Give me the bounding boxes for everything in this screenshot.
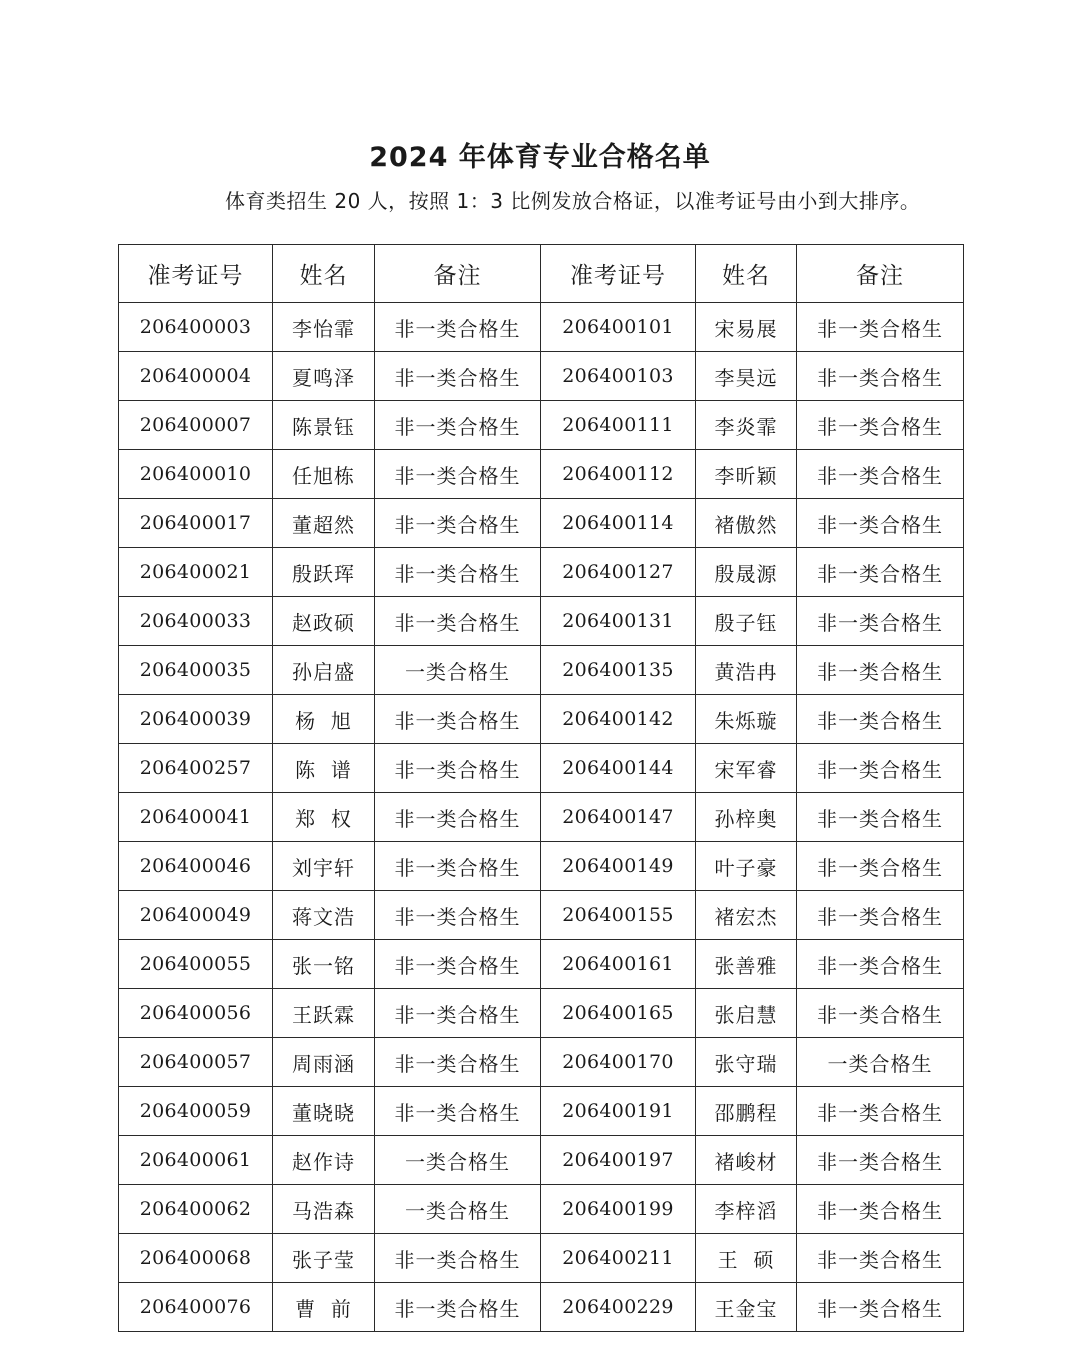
- remark-cell: 非一类合格生: [375, 548, 541, 597]
- table-row: [119, 695, 964, 744]
- student-name-cell: 蒋文浩: [273, 891, 375, 940]
- student-name-cell: 张启慧: [696, 989, 797, 1038]
- student-name-cell: 黄浩冉: [696, 646, 797, 695]
- student-name-cell: 陈景钰: [273, 401, 375, 450]
- exam-id-cell: 206400007: [119, 401, 273, 450]
- remark-cell: 非一类合格生: [375, 940, 541, 989]
- document-subtitle: 体育类招生 20 人，按照 1：3 比例发放合格证，以准考证号由小到大排序。: [225, 189, 921, 213]
- remark-cell: 非一类合格生: [797, 450, 964, 499]
- exam-id-cell: 206400055: [119, 940, 273, 989]
- exam-id-cell: 206400103: [541, 352, 696, 401]
- student-name-cell: 邵鹏程: [696, 1087, 797, 1136]
- remark-cell: 非一类合格生: [797, 695, 964, 744]
- table-row: [119, 940, 964, 989]
- exam-id-cell: 206400211: [541, 1234, 696, 1283]
- student-name-cell: 马浩森: [273, 1185, 375, 1234]
- remark-cell: 非一类合格生: [797, 793, 964, 842]
- student-name-cell: 褚傲然: [696, 499, 797, 548]
- remark-cell: 非一类合格生: [375, 891, 541, 940]
- student-name-cell: 杨 旭: [273, 695, 375, 744]
- exam-id-cell: 206400197: [541, 1136, 696, 1185]
- student-name-cell: 李炎霏: [696, 401, 797, 450]
- table-row: [119, 793, 964, 842]
- exam-id-cell: 206400059: [119, 1087, 273, 1136]
- exam-id-cell: 206400127: [541, 548, 696, 597]
- table-row: [119, 303, 964, 352]
- remark-cell: 一类合格生: [797, 1038, 964, 1087]
- student-name-cell: 曹 前: [273, 1283, 375, 1332]
- remark-cell: 非一类合格生: [797, 1185, 964, 1234]
- exam-id-cell: 206400046: [119, 842, 273, 891]
- remark-cell: 非一类合格生: [797, 1087, 964, 1136]
- remark-cell: 非一类合格生: [797, 1234, 964, 1283]
- exam-id-cell: 206400155: [541, 891, 696, 940]
- table-row: [119, 401, 964, 450]
- remark-cell: 非一类合格生: [797, 499, 964, 548]
- exam-id-cell: 206400257: [119, 744, 273, 793]
- exam-id-cell: 206400076: [119, 1283, 273, 1332]
- remark-cell: 非一类合格生: [797, 548, 964, 597]
- exam-id-cell: 206400165: [541, 989, 696, 1038]
- table-row: [119, 989, 964, 1038]
- exam-id-cell: 206400010: [119, 450, 273, 499]
- remark-cell: 非一类合格生: [797, 989, 964, 1038]
- table-row: [119, 1038, 964, 1087]
- student-name-cell: 董晓晓: [273, 1087, 375, 1136]
- student-name-cell: 李昊远: [696, 352, 797, 401]
- student-name-cell: 李昕颖: [696, 450, 797, 499]
- exam-id-cell: 206400112: [541, 450, 696, 499]
- table-row: [119, 744, 964, 793]
- student-name-cell: 赵政硕: [273, 597, 375, 646]
- student-name-cell: 宋易展: [696, 303, 797, 352]
- exam-id-cell: 206400039: [119, 695, 273, 744]
- remark-cell: 非一类合格生: [375, 793, 541, 842]
- student-name-cell: 赵作诗: [273, 1136, 375, 1185]
- exam-id-cell: 206400101: [541, 303, 696, 352]
- remark-cell: 非一类合格生: [375, 597, 541, 646]
- exam-id-cell: 206400170: [541, 1038, 696, 1087]
- student-name-cell: 王跃霖: [273, 989, 375, 1038]
- table-body: [119, 303, 964, 1332]
- student-name-cell: 刘宇轩: [273, 842, 375, 891]
- remark-cell: 非一类合格生: [375, 401, 541, 450]
- remark-cell: 非一类合格生: [797, 646, 964, 695]
- exam-id-cell: 206400062: [119, 1185, 273, 1234]
- student-name-cell: 董超然: [273, 499, 375, 548]
- student-name-cell: 孙启盛: [273, 646, 375, 695]
- remark-cell: 非一类合格生: [375, 695, 541, 744]
- remark-cell: 非一类合格生: [375, 989, 541, 1038]
- remark-cell: 非一类合格生: [375, 499, 541, 548]
- exam-id-cell: 206400035: [119, 646, 273, 695]
- table-row: [119, 1087, 964, 1136]
- student-name-cell: 周雨涵: [273, 1038, 375, 1087]
- exam-id-cell: 206400229: [541, 1283, 696, 1332]
- header-exam-id-right: 准考证号: [541, 245, 696, 303]
- remark-cell: 非一类合格生: [375, 744, 541, 793]
- exam-id-cell: 206400147: [541, 793, 696, 842]
- table-row: [119, 646, 964, 695]
- exam-id-cell: 206400144: [541, 744, 696, 793]
- student-name-cell: 夏鸣泽: [273, 352, 375, 401]
- table-row: [119, 499, 964, 548]
- remark-cell: 非一类合格生: [375, 352, 541, 401]
- student-name-cell: 褚宏杰: [696, 891, 797, 940]
- table-header-row: [119, 245, 964, 303]
- student-name-cell: 任旭栋: [273, 450, 375, 499]
- student-name-cell: 郑 权: [273, 793, 375, 842]
- exam-id-cell: 206400131: [541, 597, 696, 646]
- exam-id-cell: 206400114: [541, 499, 696, 548]
- student-name-cell: 李怡霏: [273, 303, 375, 352]
- student-name-cell: 陈 谱: [273, 744, 375, 793]
- remark-cell: 非一类合格生: [375, 450, 541, 499]
- header-remark-left: 备注: [375, 245, 541, 303]
- student-name-cell: 殷跃珲: [273, 548, 375, 597]
- header-remark-right: 备注: [797, 245, 964, 303]
- exam-id-cell: 206400041: [119, 793, 273, 842]
- exam-id-cell: 206400033: [119, 597, 273, 646]
- remark-cell: 非一类合格生: [797, 744, 964, 793]
- remark-cell: 非一类合格生: [797, 1136, 964, 1185]
- exam-id-cell: 206400135: [541, 646, 696, 695]
- remark-cell: 非一类合格生: [797, 842, 964, 891]
- remark-cell: 非一类合格生: [375, 1038, 541, 1087]
- remark-cell: 非一类合格生: [797, 597, 964, 646]
- remark-cell: 非一类合格生: [375, 842, 541, 891]
- student-name-cell: 王金宝: [696, 1283, 797, 1332]
- exam-id-cell: 206400057: [119, 1038, 273, 1087]
- header-exam-id-left: 准考证号: [119, 245, 273, 303]
- remark-cell: 非一类合格生: [375, 1283, 541, 1332]
- exam-id-cell: 206400003: [119, 303, 273, 352]
- remark-cell: 非一类合格生: [797, 1283, 964, 1332]
- exam-id-cell: 206400111: [541, 401, 696, 450]
- student-name-cell: 殷子钰: [696, 597, 797, 646]
- student-name-cell: 王 硕: [696, 1234, 797, 1283]
- table-row: [119, 842, 964, 891]
- student-name-cell: 张善雅: [696, 940, 797, 989]
- table-row: [119, 1185, 964, 1234]
- remark-cell: 非一类合格生: [375, 303, 541, 352]
- exam-id-cell: 206400149: [541, 842, 696, 891]
- table-row: [119, 1234, 964, 1283]
- exam-id-cell: 206400004: [119, 352, 273, 401]
- table-row: [119, 1283, 964, 1332]
- exam-id-cell: 206400191: [541, 1087, 696, 1136]
- student-name-cell: 孙梓奥: [696, 793, 797, 842]
- table-row: [119, 352, 964, 401]
- exam-id-cell: 206400021: [119, 548, 273, 597]
- remark-cell: 非一类合格生: [375, 1234, 541, 1283]
- student-name-cell: 李梓滔: [696, 1185, 797, 1234]
- remark-cell: 一类合格生: [375, 1185, 541, 1234]
- remark-cell: 非一类合格生: [375, 1087, 541, 1136]
- remark-cell: 非一类合格生: [797, 401, 964, 450]
- remark-cell: 一类合格生: [375, 1136, 541, 1185]
- remark-cell: 一类合格生: [375, 646, 541, 695]
- remark-cell: 非一类合格生: [797, 303, 964, 352]
- exam-id-cell: 206400068: [119, 1234, 273, 1283]
- document-title: 2024 年体育专业合格名单: [369, 142, 711, 173]
- student-name-cell: 宋军睿: [696, 744, 797, 793]
- exam-id-cell: 206400017: [119, 499, 273, 548]
- exam-id-cell: 206400199: [541, 1185, 696, 1234]
- student-name-cell: 张一铭: [273, 940, 375, 989]
- table-row: [119, 597, 964, 646]
- student-name-cell: 叶子豪: [696, 842, 797, 891]
- exam-id-cell: 206400061: [119, 1136, 273, 1185]
- remark-cell: 非一类合格生: [797, 891, 964, 940]
- remark-cell: 非一类合格生: [797, 352, 964, 401]
- exam-id-cell: 206400049: [119, 891, 273, 940]
- student-name-cell: 张守瑞: [696, 1038, 797, 1087]
- student-name-cell: 殷晟源: [696, 548, 797, 597]
- qualified-list-table: [118, 244, 964, 1332]
- exam-id-cell: 206400142: [541, 695, 696, 744]
- table-row: [119, 891, 964, 940]
- table-row: [119, 450, 964, 499]
- header-name-right: 姓名: [696, 245, 797, 303]
- student-name-cell: 褚峻材: [696, 1136, 797, 1185]
- student-name-cell: 朱烁璇: [696, 695, 797, 744]
- student-name-cell: 张子莹: [273, 1234, 375, 1283]
- table-row: [119, 1136, 964, 1185]
- remark-cell: 非一类合格生: [797, 940, 964, 989]
- exam-id-cell: 206400056: [119, 989, 273, 1038]
- header-name-left: 姓名: [273, 245, 375, 303]
- exam-id-cell: 206400161: [541, 940, 696, 989]
- table-row: [119, 548, 964, 597]
